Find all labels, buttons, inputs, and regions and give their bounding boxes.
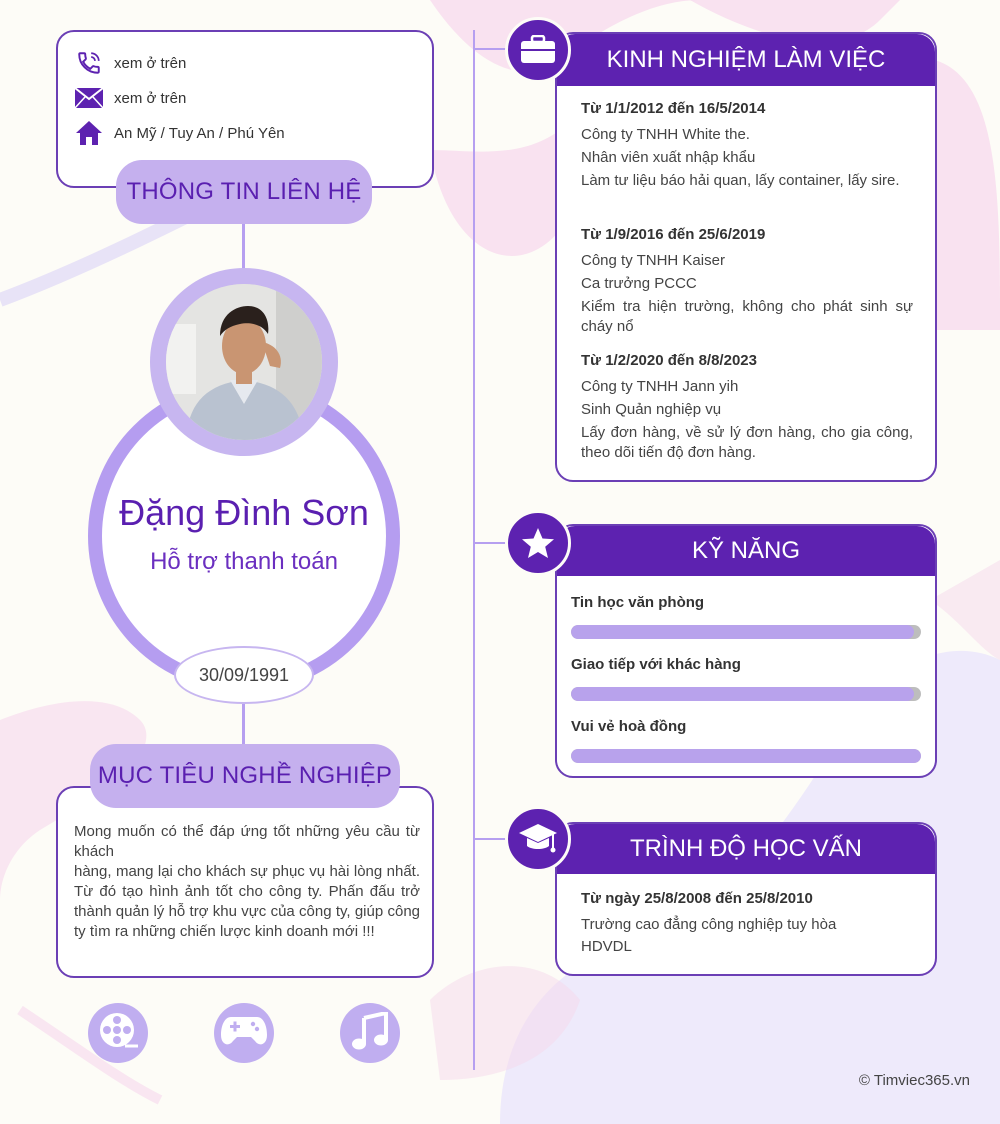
experience-card bbox=[555, 32, 937, 482]
experience-role: Sinh Quản nghiệp vụ bbox=[581, 401, 722, 418]
timeline-line bbox=[473, 30, 475, 1070]
footer-copyright: © Timviec365.vn bbox=[858, 1072, 970, 1089]
objective-card bbox=[56, 786, 434, 978]
education-major: HDVDL bbox=[581, 938, 632, 955]
experience-period: Từ 1/2/2020 đến 8/8/2023 bbox=[581, 352, 757, 369]
phone-icon bbox=[74, 48, 104, 78]
education-school: Trường cao đẳng công nghiệp tuy hòa bbox=[581, 916, 837, 933]
skill-level bbox=[571, 687, 914, 701]
education-title: TRÌNH ĐỘ HỌC VẤN bbox=[557, 824, 935, 874]
avatar bbox=[166, 284, 322, 440]
contact-address-row bbox=[74, 118, 285, 148]
experience-entry bbox=[581, 352, 913, 463]
skill-item bbox=[571, 718, 921, 763]
skill-bar bbox=[571, 749, 921, 763]
skills-card bbox=[555, 524, 937, 778]
job-title: Hỗ trợ thanh toán bbox=[150, 548, 338, 575]
experience-period: Từ 1/9/2016 đến 25/6/2019 bbox=[581, 226, 766, 243]
experience-company: Công ty TNHH Jann yih bbox=[581, 378, 739, 395]
education-entry bbox=[581, 890, 913, 957]
full-name: Đặng Đình Sơn bbox=[119, 492, 369, 533]
objective-line: hàng, mang lại cho khách sự phục vụ hài lòng nhất. Từ đó tạo hình ảnh tốt cho công ty. Phấn đấu trở thành quản lý hỗ trợ khu vực của công ty, giúp công ty tìm ra những chiến lược kinh doanh mới !!! bbox=[74, 863, 420, 940]
experience-company: Công ty TNHH Kaiser bbox=[581, 252, 725, 269]
contact-email: xem ở trên bbox=[114, 89, 187, 107]
objective-text bbox=[74, 822, 420, 942]
film-reel-icon bbox=[97, 1010, 139, 1057]
experience-role: Ca trưởng PCCC bbox=[581, 275, 697, 292]
skill-item bbox=[571, 594, 921, 639]
contact-phone-row bbox=[74, 48, 186, 78]
experience-entry bbox=[581, 226, 913, 337]
gamepad-icon bbox=[221, 1015, 267, 1052]
skill-name: Tin học văn phòng bbox=[571, 594, 705, 611]
hobby-movie bbox=[88, 1003, 148, 1063]
home-icon bbox=[74, 118, 104, 148]
skill-bar bbox=[571, 625, 921, 639]
experience-entry bbox=[581, 100, 913, 191]
contact-address: An Mỹ / Tuy An / Phú Yên bbox=[114, 124, 285, 142]
envelope-icon bbox=[74, 83, 104, 113]
experience-period: Từ 1/1/2012 đến 16/5/2014 bbox=[581, 100, 766, 117]
contact-section-title: THÔNG TIN LIÊN HỆ bbox=[116, 160, 372, 224]
skill-item bbox=[571, 656, 921, 701]
objective-line: Mong muốn có thể đáp ứng tốt những yêu cầu từ khách bbox=[74, 823, 420, 860]
education-period: Từ ngày 25/8/2008 đến 25/8/2010 bbox=[581, 890, 813, 907]
skill-bar bbox=[571, 687, 921, 701]
skill-level bbox=[571, 749, 921, 763]
skill-level bbox=[571, 625, 914, 639]
hobby-gaming bbox=[214, 1003, 274, 1063]
briefcase-icon bbox=[505, 17, 571, 83]
skill-name: Giao tiếp với khác hàng bbox=[571, 656, 741, 673]
experience-description: Kiểm tra hiện trường, không cho phát sinh sự cháy nổ bbox=[581, 298, 913, 335]
contact-email-row bbox=[74, 83, 186, 113]
skills-title: KỸ NĂNG bbox=[557, 526, 935, 576]
experience-role: Nhân viên xuất nhập khẩu bbox=[581, 149, 756, 166]
experience-title: KINH NGHIỆM LÀM VIỆC bbox=[557, 34, 935, 86]
objective-section-title: MỤC TIÊU NGHỀ NGHIỆP bbox=[90, 744, 400, 808]
birth-date: 30/09/1991 bbox=[174, 646, 314, 704]
connector-line bbox=[242, 704, 245, 746]
star-icon bbox=[505, 510, 571, 576]
experience-description: Lấy đơn hàng, về sử lý đơn hàng, cho gia công, theo dõi tiến độ đơn hàng. bbox=[581, 424, 913, 461]
experience-description: Làm tư liệu báo hải quan, lấy container, lấy sire. bbox=[581, 172, 900, 189]
contact-phone: xem ở trên bbox=[114, 54, 187, 72]
education-card bbox=[555, 822, 937, 976]
experience-company: Công ty TNHH White the. bbox=[581, 126, 750, 143]
hobby-music bbox=[340, 1003, 400, 1063]
music-note-icon bbox=[352, 1012, 388, 1055]
connector-line bbox=[242, 224, 245, 274]
graduation-cap-icon bbox=[505, 806, 571, 872]
skill-name: Vui vẻ hoà đồng bbox=[571, 718, 687, 735]
